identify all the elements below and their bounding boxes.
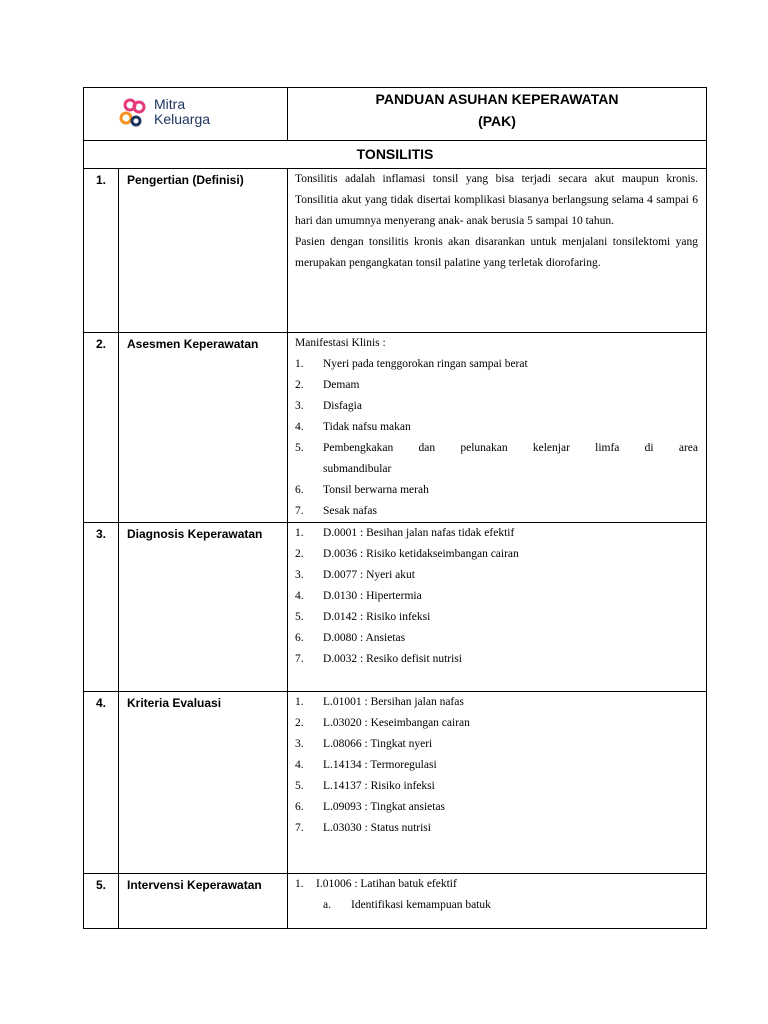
section-content-intervention xyxy=(288,874,707,929)
list-item xyxy=(295,607,698,628)
evaluation-list xyxy=(295,692,698,839)
list-item-number: 5. xyxy=(295,780,304,792)
nursing-guide-table xyxy=(83,87,707,929)
topic-row xyxy=(84,141,707,169)
assessment-intro: Manifestasi Klinis : xyxy=(295,337,386,349)
section-number: 4. xyxy=(84,692,119,874)
list-item-text: L.08066 : Tingkat nyeri xyxy=(323,738,433,750)
logo-text-line1: Mitra xyxy=(154,96,186,112)
logo-heart-icon xyxy=(118,96,150,128)
list-item xyxy=(295,375,698,396)
list-item-text: Disfagia xyxy=(323,400,362,412)
list-item-number: 7. xyxy=(295,653,304,665)
list-item-text: D.0130 : Hipertermia xyxy=(323,590,422,602)
list-item-text-wrapped xyxy=(323,438,698,480)
list-item xyxy=(295,396,698,417)
list-item xyxy=(295,501,698,522)
list-item-number: 6. xyxy=(295,484,304,496)
list-item xyxy=(295,565,698,586)
section-label: Pengertian (Definisi) xyxy=(119,169,288,333)
list-item xyxy=(295,523,698,544)
list-item-number: 1. xyxy=(295,527,304,539)
section-row-4 xyxy=(84,692,707,874)
list-item-number: 2. xyxy=(295,717,304,729)
list-item xyxy=(295,818,698,839)
list-item-text: D.0036 : Risiko ketidakseimbangan cairan xyxy=(323,548,519,560)
logo-cell xyxy=(84,88,288,141)
logo-text xyxy=(154,97,210,127)
list-item-text: D.0077 : Nyeri akut xyxy=(323,569,415,581)
definition-paragraph-1: Tonsilitis adalah inflamasi tonsil yang bisa terjadi secara akut maupun kronis. Tonsilitia akut yang tidak disertai komplikasi biasanya berlangsung selama 4 sampai 6 hari dan umumnya menyerang anak- anak berusia 5 sampai 10 tahun. xyxy=(295,173,698,227)
list-item-number: 4. xyxy=(295,590,304,602)
sub-list-item xyxy=(295,895,698,916)
list-item-number: 3. xyxy=(295,400,304,412)
section-number: 2. xyxy=(84,333,119,523)
list-item-text: Sesak nafas xyxy=(323,505,377,517)
list-item xyxy=(295,755,698,776)
section-label: Intervensi Keperawatan xyxy=(119,874,288,929)
list-item xyxy=(295,480,698,501)
list-item-number: 6. xyxy=(295,632,304,644)
section-row-1 xyxy=(84,169,707,333)
list-item-text: D.0080 : Ansietas xyxy=(323,632,406,644)
list-item-number: 2. xyxy=(295,379,304,391)
list-item-text: L.09093 : Tingkat ansietas xyxy=(323,801,446,813)
list-item-number: 7. xyxy=(295,822,304,834)
list-item-number: 1. xyxy=(295,358,304,370)
list-item xyxy=(295,544,698,565)
list-item-number: 3. xyxy=(295,569,304,581)
list-item-text: I.01006 : Latihan batuk efektif xyxy=(316,878,457,890)
section-content-diagnosis xyxy=(288,523,707,692)
header-title-line2: (PAK) xyxy=(478,113,516,129)
section-number: 1. xyxy=(84,169,119,333)
list-item-text: L.14137 : Risiko infeksi xyxy=(323,780,435,792)
list-item-number: 4. xyxy=(295,421,304,433)
list-item-text: Nyeri pada tenggorokan ringan sampai berat xyxy=(323,358,528,370)
section-content-evaluation xyxy=(288,692,707,874)
section-label: Kriteria Evaluasi xyxy=(119,692,288,874)
logo-text-line2: Keluarga xyxy=(154,111,211,127)
list-item xyxy=(295,628,698,649)
list-item xyxy=(295,874,698,895)
list-item xyxy=(295,586,698,607)
section-label: Diagnosis Keperawatan xyxy=(119,523,288,692)
mitra-keluarga-logo xyxy=(118,96,210,128)
list-item-number: 2. xyxy=(295,548,304,560)
list-item xyxy=(295,438,698,480)
sub-list-item-text: Identifikasi kemampuan batuk xyxy=(351,899,491,911)
section-number: 3. xyxy=(84,523,119,692)
list-item-number: 5. xyxy=(295,442,304,454)
intervention-list xyxy=(295,874,698,895)
section-row-5 xyxy=(84,874,707,929)
list-item xyxy=(295,797,698,818)
section-number: 5. xyxy=(84,874,119,929)
list-item-text: L.03020 : Keseimbangan cairan xyxy=(323,717,470,729)
list-item-number: 4. xyxy=(295,759,304,771)
list-item-text: L.14134 : Termoregulasi xyxy=(323,759,437,771)
definition-paragraph-2: Pasien dengan tonsilitis kronis akan disarankan untuk menjalani tonsilektomi yang merupakan pengangkatan tonsil palatine yang terletak diorofaring. xyxy=(295,236,698,269)
list-item-text: Pembengkakan dan pelunakan kelenjar limfa di area xyxy=(323,442,698,454)
list-item-number: 1. xyxy=(295,696,304,708)
list-item xyxy=(295,776,698,797)
list-item-number: 7. xyxy=(295,505,304,517)
list-item-number: 5. xyxy=(295,611,304,623)
topic-title: TONSILITIS xyxy=(84,141,707,169)
list-item xyxy=(295,417,698,438)
list-item xyxy=(295,734,698,755)
list-item xyxy=(295,649,698,670)
list-item-text: D.0001 : Besihan jalan nafas tidak efektif xyxy=(323,527,515,539)
list-item-text: Tonsil berwarna merah xyxy=(323,484,429,496)
list-item-number: 1. xyxy=(295,878,304,890)
list-item-number: 6. xyxy=(295,801,304,813)
diagnosis-list xyxy=(295,523,698,670)
list-item-text: L.01001 : Bersihan jalan nafas xyxy=(323,696,464,708)
assessment-list xyxy=(295,354,698,522)
list-item-text: Tidak nafsu makan xyxy=(323,421,411,433)
section-label: Asesmen Keperawatan xyxy=(119,333,288,523)
header-title-line1: PANDUAN ASUHAN KEPERAWATAN xyxy=(375,91,619,107)
section-content-definition xyxy=(288,169,707,333)
section-row-2 xyxy=(84,333,707,523)
header-row xyxy=(84,88,707,141)
section-content-assessment xyxy=(288,333,707,523)
list-item xyxy=(295,713,698,734)
list-item-text: D.0142 : Risiko infeksi xyxy=(323,611,431,623)
list-item-text: D.0032 : Resiko defisit nutrisi xyxy=(323,653,462,665)
list-item xyxy=(295,692,698,713)
header-title-cell xyxy=(288,88,707,141)
list-item-text: L.03030 : Status nutrisi xyxy=(323,822,431,834)
section-row-3 xyxy=(84,523,707,692)
list-item-text: Demam xyxy=(323,379,360,391)
list-item xyxy=(295,354,698,375)
list-item-text-continued: submandibular xyxy=(323,463,392,475)
list-item-number: 3. xyxy=(295,738,304,750)
sub-list-item-letter: a. xyxy=(323,899,331,911)
